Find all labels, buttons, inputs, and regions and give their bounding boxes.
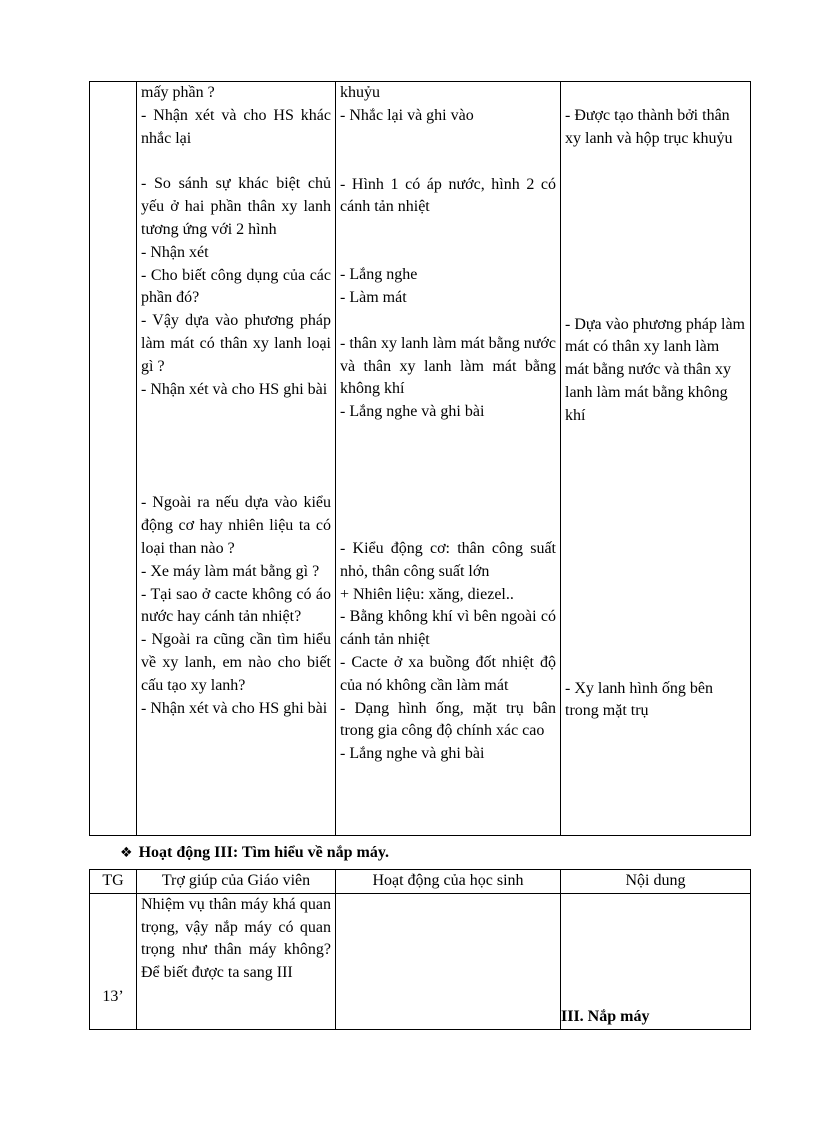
- tg-value: 13’: [90, 893, 137, 1029]
- table-header-row: [90, 870, 751, 894]
- teacher-line: - Vậy dựa vào phương pháp làm mát có thân xy lanh loại gì ?: [141, 312, 331, 375]
- student-text: [336, 893, 561, 1029]
- student-line: - Cacte ở xa buồng đốt nhiệt độ của nó không cần làm mát: [340, 653, 556, 694]
- content-line: - Được tạo thành bởi thân xy lanh và hộp trục khuỷu: [565, 107, 733, 147]
- student-line: - Bằng không khí vì bên ngoài có cánh tản nhiệt: [340, 608, 556, 649]
- student-line: - Dạng hình ống, mặt trụ bân trong gia công độ chính xác cao: [340, 699, 556, 740]
- teacher-line: - Xe máy làm mát bằng gì ?: [141, 562, 320, 580]
- content-line: - Dựa vào phương pháp làm mát có thân xy lanh làm mát bằng nước và thân xy lanh làm mát bằng không khí: [565, 315, 745, 424]
- teacher-column: [137, 82, 336, 836]
- teacher-line: - Ngoài ra nếu dựa vào kiểu động cơ hay nhiên liệu ta có loại than nào ?: [141, 494, 331, 557]
- header-teacher: Trợ giúp của Giáo viên: [137, 870, 336, 894]
- teacher-line: - Ngoài ra cũng cần tìm hiểu về xy lanh, em nào cho biết cấu tạo xy lanh?: [141, 631, 331, 694]
- teacher-line: - Nhận xét và cho HS ghi bài: [141, 699, 328, 717]
- student-line: khuỷu: [340, 84, 380, 101]
- header-tg: TG: [90, 870, 137, 894]
- teacher-line: - Nhận xét và cho HS ghi bài: [141, 380, 328, 398]
- teacher-line: mấy phần ?: [141, 84, 215, 101]
- tg-cell: [90, 82, 137, 836]
- header-content: Nội dung: [561, 870, 751, 894]
- table-row: [90, 893, 751, 1029]
- content-text: III. Nắp máy: [561, 893, 751, 1029]
- teacher-line: - Cho biết công dụng của các phần đó?: [141, 266, 331, 307]
- teacher-line: - So sánh sự khác biệt chủ yếu ở hai phần thân xy lanh tương ứng với 2 hình: [141, 175, 331, 238]
- student-line: - Lắng nghe và ghi bài: [340, 745, 485, 763]
- lesson-table-continued: [89, 81, 751, 836]
- content-column: [561, 82, 751, 836]
- section-heading: [120, 842, 389, 865]
- student-line: + Nhiên liệu: xăng, diezel..: [340, 585, 514, 603]
- student-line: - Lắng nghe: [340, 266, 418, 284]
- diamond-bullet-icon: ❖: [120, 845, 133, 861]
- teacher-line: - Tại sao ở cacte không có áo nước hay cánh tản nhiệt?: [141, 585, 331, 626]
- student-column: [336, 82, 561, 836]
- student-line: - Làm mát: [340, 288, 407, 306]
- lesson-table-activity-3: [89, 869, 751, 1030]
- teacher-line: - Nhận xét và cho HS khác nhắc lại: [141, 106, 331, 147]
- teacher-line: - Nhận xét: [141, 243, 209, 261]
- student-line: - Hình 1 có áp nước, hình 2 có cánh tản nhiệt: [340, 175, 556, 216]
- content-line: - Xy lanh hình ống bên trong mặt trụ: [565, 679, 713, 720]
- student-line: - Kiểu động cơ: thân công suất nhỏ, thân công suất lớn: [340, 539, 556, 580]
- student-line: - Nhắc lại và ghi vào: [340, 106, 474, 124]
- student-line: - thân xy lanh làm mát bằng nước và thân xy lanh làm mát bằng không khí: [340, 334, 556, 398]
- header-student: Hoạt động của học sinh: [336, 870, 561, 894]
- teacher-text: Nhiệm vụ thân máy khá quan trọng, vậy nắp máy có quan trọng như thân máy không? Để biết được ta sang III: [137, 893, 336, 1029]
- student-line: - Lắng nghe và ghi bài: [340, 403, 485, 421]
- section-heading-text: Hoạt động III: Tìm hiểu về nắp máy.: [138, 844, 389, 861]
